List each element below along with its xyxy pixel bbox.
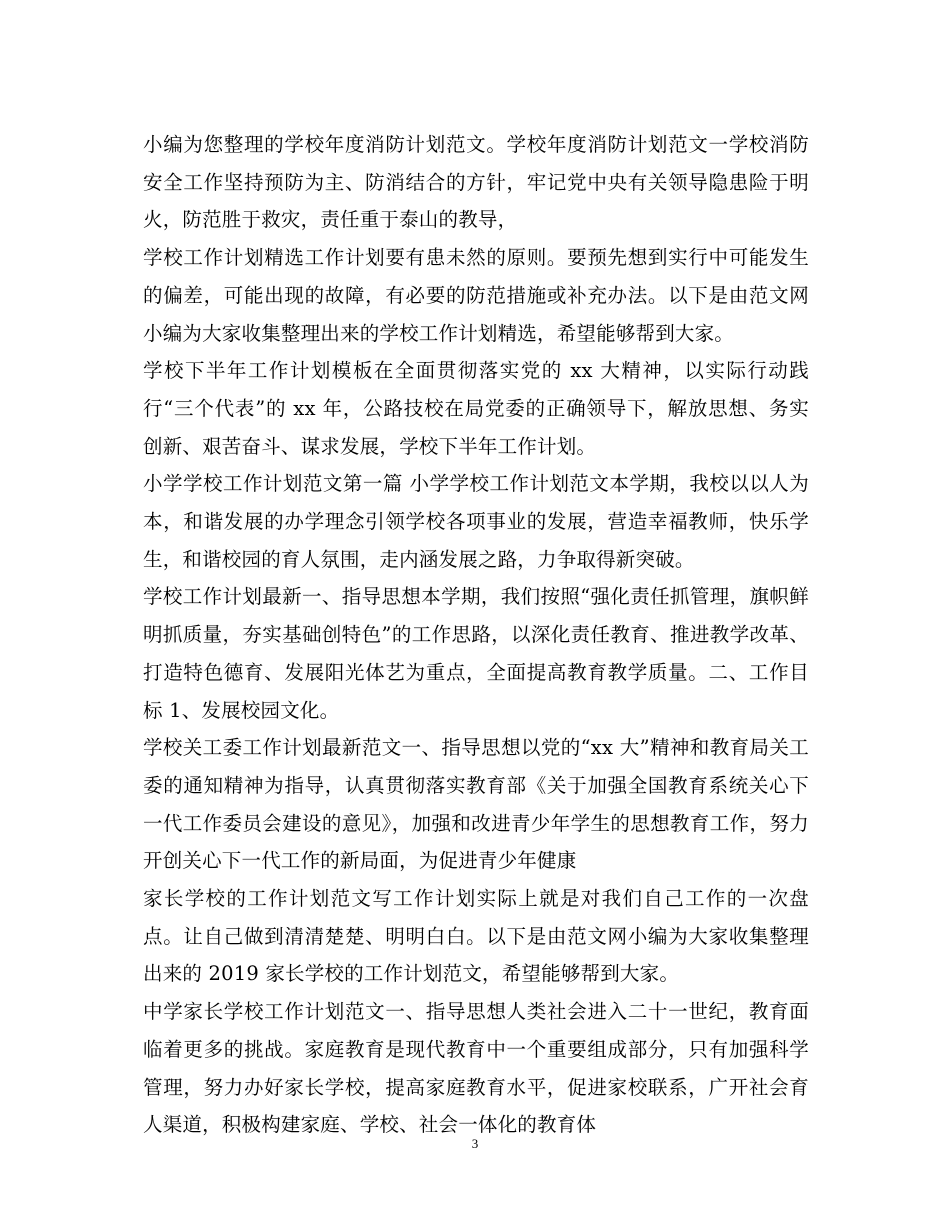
paragraph-school-work-plan-selection: 学校工作计划精选工作计划要有患未然的原则。要预先想到实行中可能发生的偏差，可能出现的故障，有必要的防范措施或补充办法。以下是由范文网小编为大家收集整理出来的学校工作计划精选，希望能够帮到大家。 xyxy=(143,246,809,345)
paragraph-primary-school-plan: 小学学校工作计划范文第一篇 小学学校工作计划范文本学期，我校以以人为本，和谐发展的办学理念引领学校各项事业的发展，营造幸福教师，快乐学生，和谐校园的育人氛围，走内涵发展之路，力争取得新突破。 xyxy=(143,472,809,571)
paragraph-middle-school-parent-plan: 中学家长学校工作计划范文一、指导思想人类社会进入二十一世纪，教育面临着更多的挑战。家庭教育是现代教育中一个重要组成部分，只有加强科学管理，努力办好家长学校，提高家庭教育水平，促进家校联系，广开社会育人渠道，积极构建家庭、学校、社会一体化的教育体 xyxy=(143,1000,809,1137)
page-number: 3 xyxy=(471,1136,479,1151)
paragraph-second-half-year-plan: 学校下半年工作计划模板在全面贯彻落实党的 xx 大精神，以实际行动践行“三个代表”的 xx 年，公路技校在局党委的正确领导下，解放思想、务实创新、艰苦奋斗、谋求发展，学校下半年工作计划。 xyxy=(143,359,809,458)
paragraph-care-committee-plan: 学校关工委工作计划最新范文一、指导思想以党的“xx 大”精神和教育局关工委的通知精神为指导，认真贯彻落实教育部《关于加强全国教育系统关心下一代工作委员会建设的意见》，加强和改进青少年学生的思想教育工作，努力开创关心下一代工作的新局面，为促进青少年健康 xyxy=(143,736,809,873)
paragraph-latest-school-plan: 学校工作计划最新一、指导思想本学期，我们按照“强化责任抓管理，旗帜鲜明抓质量，夯实基础创特色”的工作思路，以深化责任教育、推进教学改革、打造特色德育、发展阳光体艺为重点，全面提高教育教学质量。二、工作目标 1、发展校园文化。 xyxy=(143,585,809,722)
paragraph-parent-school-plan: 家长学校的工作计划范文写工作计划实际上就是对我们自己工作的一次盘点。让自己做到清清楚楚、明明白白。以下是由范文网小编为大家收集整理出来的 2019 家长学校的工作计划范文，希望能够帮到大家。 xyxy=(143,887,809,986)
page-body xyxy=(143,126,809,1144)
paragraph-fire-safety-plan: 小编为您整理的学校年度消防计划范文。学校年度消防计划范文一学校消防安全工作坚持预防为主、防消结合的方针，牢记党中央有关领导隐患险于明火，防范胜于救灾，责任重于泰山的教导， xyxy=(143,133,809,232)
